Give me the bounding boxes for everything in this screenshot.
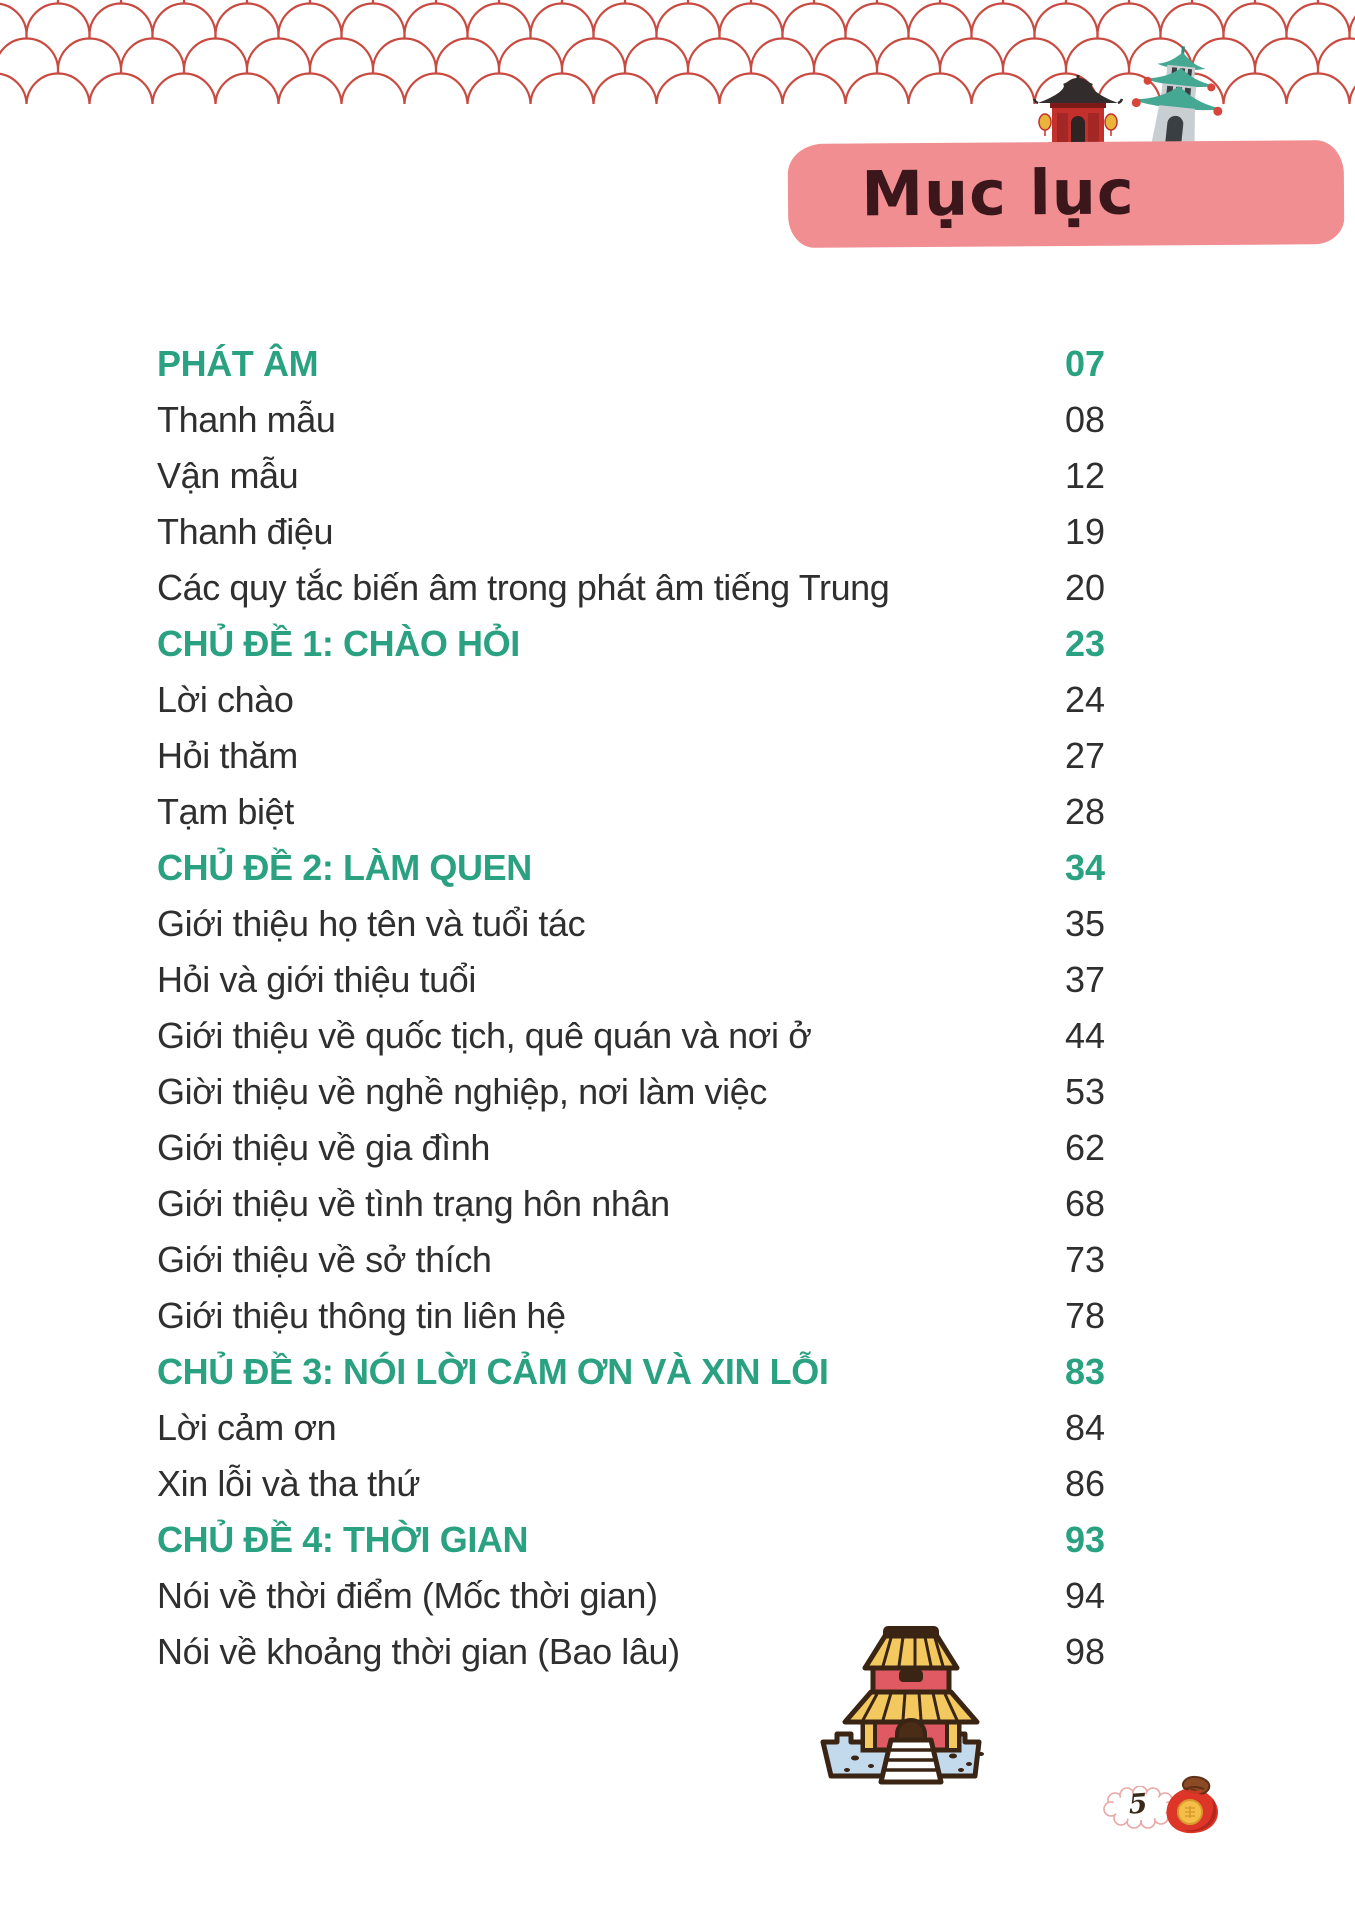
toc-entry-label: Xin lỗi và tha thứ <box>157 1463 421 1504</box>
toc-row <box>157 1400 1105 1456</box>
toc-entry-page: 37 <box>1064 959 1105 1000</box>
toc-entry-page: 07 <box>1064 343 1105 384</box>
toc-entry-page: 20 <box>1064 567 1105 608</box>
toc-row <box>157 1008 1105 1064</box>
toc-row <box>157 1456 1105 1512</box>
toc-entry-page: 84 <box>1064 1407 1105 1448</box>
toc-row <box>157 952 1105 1008</box>
toc-entry-label: Giới thiệu về gia đình <box>157 1127 491 1168</box>
toc-row <box>157 1344 1105 1400</box>
toc-entry-label: CHỦ ĐỀ 4: THỜI GIAN <box>157 1519 529 1560</box>
toc-entry-label: Thanh điệu <box>157 511 334 552</box>
toc-entry-page: 78 <box>1064 1295 1105 1336</box>
toc-entry-label: Hỏi thăm <box>157 735 298 776</box>
toc-row <box>157 560 1105 616</box>
toc-entry-page: 73 <box>1064 1239 1105 1280</box>
toc-row <box>157 1176 1105 1232</box>
toc-row <box>157 504 1105 560</box>
toc-entry-label: Tạm biệt <box>157 791 294 832</box>
toc-entry-page: 23 <box>1064 623 1105 664</box>
chinese-temple-icon <box>1032 72 1124 148</box>
money-bag-icon <box>1160 1774 1228 1836</box>
toc-entry-page: 68 <box>1064 1183 1105 1224</box>
toc-entry-label: Lời cảm ơn <box>157 1407 337 1448</box>
toc-row <box>157 392 1105 448</box>
city-gate-temple-icon <box>813 1618 1011 1786</box>
toc-entry-label: Giới thiệu về quốc tịch, quê quán và nơi ở <box>157 1015 812 1056</box>
toc-entry-label: CHỦ ĐỀ 3: NÓI LỜI CẢM ƠN VÀ XIN LỖI <box>157 1351 829 1392</box>
toc-row <box>157 672 1105 728</box>
toc-row <box>157 448 1105 504</box>
toc-row <box>157 1064 1105 1120</box>
toc-entry-label: Giới thiệu về tình trạng hôn nhân <box>157 1183 670 1224</box>
title-banner <box>788 140 1345 248</box>
toc-entry-page: 19 <box>1064 511 1105 552</box>
toc-entry-label: CHỦ ĐỀ 2: LÀM QUEN <box>157 847 532 888</box>
toc-row <box>157 336 1105 392</box>
folio-page-number: 5 <box>1127 1788 1149 1821</box>
page-title: Mục lục <box>861 155 1135 231</box>
toc-row <box>157 784 1105 840</box>
toc-entry-label: Giới thiệu họ tên và tuổi tác <box>157 903 586 944</box>
toc-entry-page: 08 <box>1064 399 1105 440</box>
toc-entry-label: Vận mẫu <box>157 455 299 496</box>
pagoda-icon <box>1119 39 1238 158</box>
toc-row <box>157 728 1105 784</box>
toc-row <box>157 1568 1105 1624</box>
toc-entry-label: Giời thiệu về nghề nghiệp, nơi làm việc <box>157 1071 767 1112</box>
toc-entry-page: 24 <box>1064 679 1105 720</box>
toc-row <box>157 1120 1105 1176</box>
toc-entry-page: 44 <box>1064 1015 1105 1056</box>
toc-entry-label: Lời chào <box>157 679 294 720</box>
toc-row <box>157 1288 1105 1344</box>
toc-entry-page: 83 <box>1064 1351 1105 1392</box>
toc-entry-page: 35 <box>1064 903 1105 944</box>
toc-entry-label: Hỏi và giới thiệu tuổi <box>157 959 476 1000</box>
toc-row <box>157 616 1105 672</box>
toc-entry-label: Thanh mẫu <box>157 399 336 440</box>
toc-entry-page: 93 <box>1064 1519 1105 1560</box>
toc-entry-label: PHÁT ÂM <box>157 343 319 384</box>
toc-entry-label: Nói về khoảng thời gian (Bao lâu) <box>157 1631 680 1672</box>
toc-entry-page: 27 <box>1064 735 1105 776</box>
toc-entry-label: Các quy tắc biến âm trong phát âm tiếng Trung <box>157 567 890 608</box>
toc-entry-page: 94 <box>1064 1575 1105 1616</box>
toc-entry-label: CHỦ ĐỀ 1: CHÀO HỎI <box>157 623 520 664</box>
toc-list <box>157 336 1105 1680</box>
toc-row <box>157 840 1105 896</box>
toc-entry-label: Giới thiệu về sở thích <box>157 1239 492 1280</box>
toc-row <box>157 1232 1105 1288</box>
toc-entry-page: 53 <box>1064 1071 1105 1112</box>
toc-entry-page: 98 <box>1064 1631 1105 1672</box>
toc-row <box>157 1512 1105 1568</box>
toc-row <box>157 896 1105 952</box>
toc-entry-page: 28 <box>1064 791 1105 832</box>
toc-entry-page: 12 <box>1064 455 1105 496</box>
toc-entry-page: 62 <box>1064 1127 1105 1168</box>
toc-entry-page: 86 <box>1064 1463 1105 1504</box>
toc-entry-label: Nói về thời điểm (Mốc thời gian) <box>157 1575 658 1616</box>
toc-entry-page: 34 <box>1064 847 1105 888</box>
toc-entry-label: Giới thiệu thông tin liên hệ <box>157 1295 566 1336</box>
